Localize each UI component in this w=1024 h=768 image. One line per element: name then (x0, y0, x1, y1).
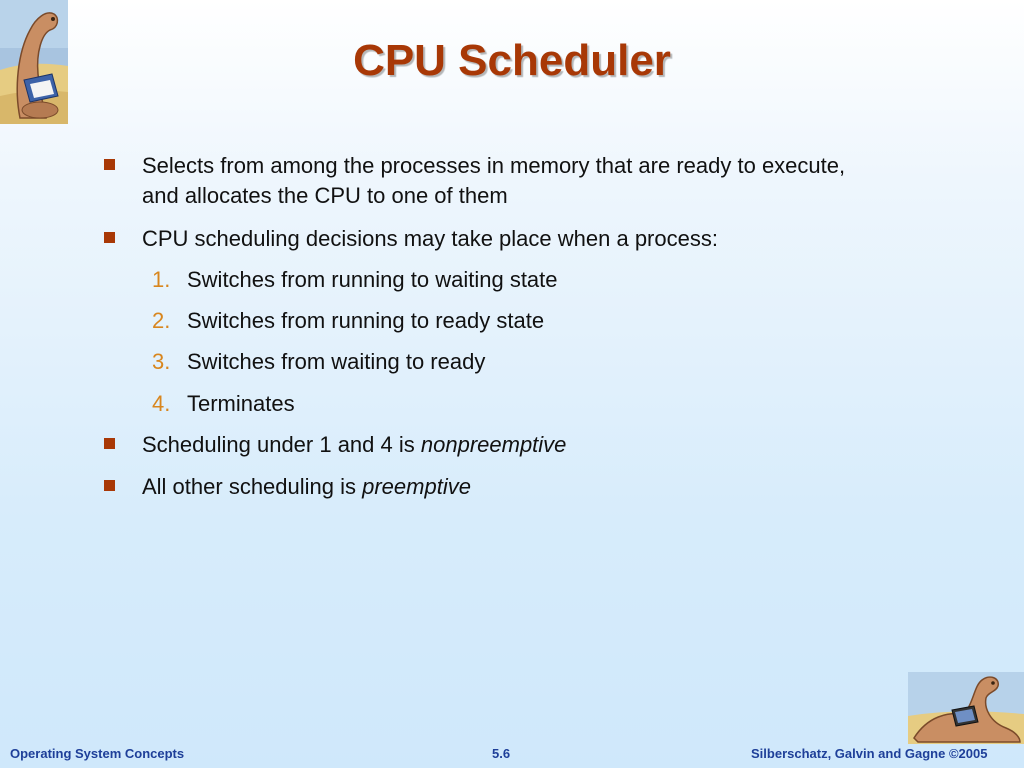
list-number: 1. (152, 267, 171, 292)
bullet-text (142, 472, 882, 502)
emphasis-term: nonpreemptive (420, 432, 567, 457)
list-item-text: Switches from running to ready state (187, 308, 545, 333)
footer-slide-number: 5.6 (492, 746, 511, 761)
list-item-text: Terminates (187, 391, 295, 416)
bullet-square-icon (104, 480, 115, 491)
bullet-square-icon (104, 232, 115, 243)
footer-copyright: Silberschatz, Galvin and Gagne ©2005 (751, 746, 988, 761)
list-item-text: Switches from waiting to ready (187, 349, 486, 374)
footer-course-title: Operating System Concepts (10, 746, 185, 761)
bullet-text (142, 430, 882, 460)
bullet-text: Selects from among the processes in memory that are ready to execute, and allocates the CPU to one of them (142, 153, 846, 208)
list-item-text: Switches from running to waiting state (187, 267, 558, 292)
list-number: 4. (152, 391, 171, 416)
bullet-square-icon (104, 438, 115, 449)
bullet-text: CPU scheduling decisions may take place when a process: (142, 226, 718, 251)
bullet-text-prefix: All other scheduling is (142, 474, 363, 499)
bullet-square-icon (104, 159, 115, 170)
emphasis-term: preemptive (362, 474, 471, 499)
list-number: 3. (152, 349, 171, 374)
dinosaur-laptop-logo-icon (908, 672, 1024, 744)
slide-title: CPU Scheduler (353, 36, 671, 85)
list-number: 2. (152, 308, 171, 333)
bullet-text-prefix: Scheduling under 1 and 4 is (142, 432, 421, 457)
